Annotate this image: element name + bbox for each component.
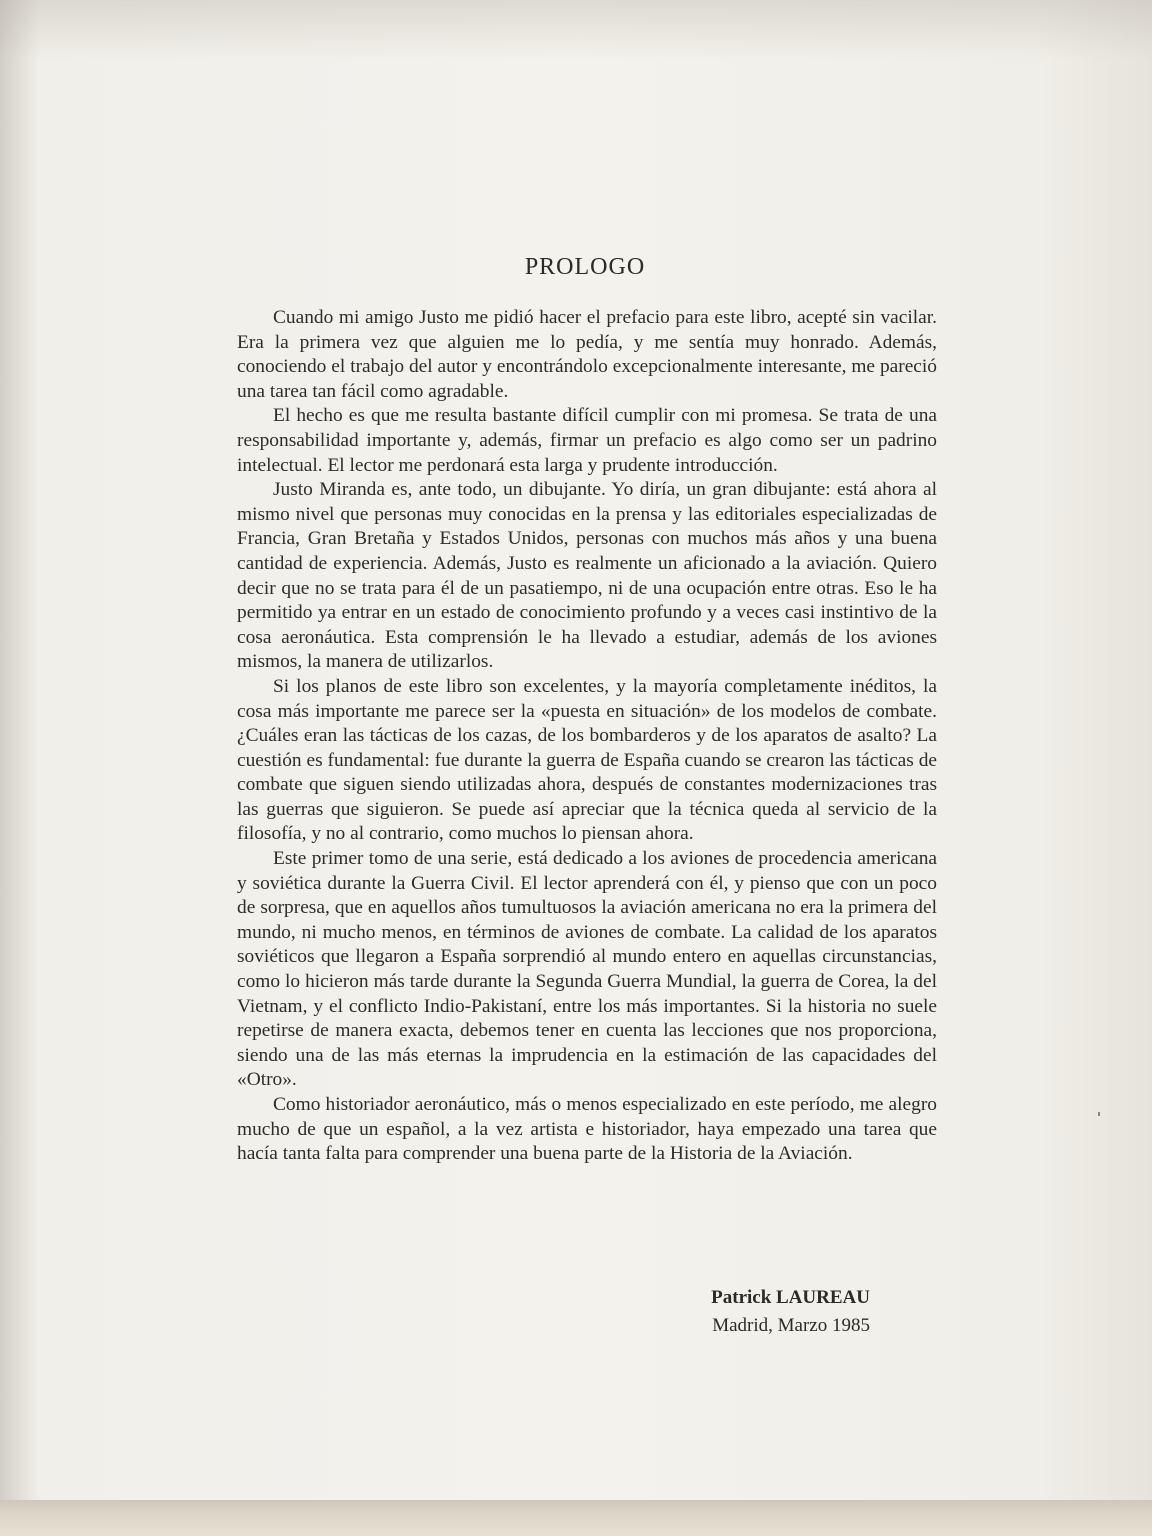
page-speck: [1098, 1112, 1100, 1116]
paragraph: El hecho es que me resulta bastante difícil cumplir con mi promesa. Se trata de una responsabilidad importante y, además, firmar un prefacio es algo como ser un padrino intelectual. El lector me perdonará esta larga y prudente introducción.: [237, 405, 937, 476]
paragraph: Este primer tomo de una serie, está dedicado a los aviones de procedencia americana y soviética durante la Guerra Civil. El lector aprenderá con él, y pienso que con un poco de sorpresa, que en aquellos años tumultuosos la aviación americana no era la primera del mundo, ni mucho menos, en términos de aviones de combate. La calidad de los aparatos soviéticos que llegaron a España sorprendió al mundo entero en aquellas circunstancias, como lo hicieron más tarde durante la Segunda Guerra Mundial, la guerra de Corea, la del Vietnam, y el conflicto Indio-Pakistaní, entre los más importantes. Si la historia no suele repetirse de manera exacta, debemos tener en cuenta las lecciones que nos proporciona, siendo una de las más eternas la imprudencia en la estimación de las capacidades del «Otro».: [237, 848, 937, 1091]
page-edge: [0, 1500, 1152, 1536]
page-title: PROLOGO: [524, 254, 646, 280]
paragraph: Cuando mi amigo Justo me pidió hacer el prefacio para este libro, acepté sin vacilar. Era la primera vez que alguien me lo pedía, y me sentía muy honrado. Además, conociendo el trabajo del autor y encontrándolo excepcionalmente interesante, me pareció una tarea tan fácil como agradable.: [237, 307, 937, 402]
page-shadow: [0, 0, 1152, 60]
paragraph: Como historiador aeronáutico, más o menos especializado en este período, me alegro mucho de que un español, a la vez artista e historiador, haya empezado una tarea que hacía tanta falta para comprender una buena parte de la Historia de la Aviación.: [237, 1094, 937, 1165]
prologue-body: [237, 306, 937, 1167]
paragraph: Justo Miranda es, ante todo, un dibujante. Yo diría, un gran dibujante: está ahora al mismo nivel que personas muy conocidas en la prensa y las editoriales especializadas de Francia, Gran Bretaña y Estados Unidos, personas con muchos más años y una buena cantidad de experiencia. Además, Justo es realmente un aficionado a la aviación. Quiero decir que no se trata para él de un pasatiempo, ni de una ocupación entre otras. Eso le ha permitido ya entrar en un estado de conocimiento profundo y a veces casi instintivo de la cosa aeronáutica. Esta comprensión le ha llevado a estudiar, además de los aviones mismos, la manera de utilizarlos.: [237, 479, 937, 673]
spine-shadow: [0, 0, 40, 1500]
signature-block: [620, 1284, 870, 1340]
place-date: Madrid, Marzo 1985: [712, 1315, 870, 1336]
paragraph: Si los planos de este libro son excelentes, y la mayoría completamente inéditos, la cosa más importante me parece ser la «puesta en situación» de los modelos de combate. ¿Cuáles eran las tácticas de los cazas, de los bombarderos y de los aparatos de asalto? La cuestión es fundamental: fue durante la guerra de España cuando se crearon las tácticas de combate que siguen siendo utilizadas ahora, después de constantes modernizaciones tras las guerras que siguieron. Se puede así apreciar que la técnica queda al servicio de la filosofía, y no al contrario, como muchos lo piensan ahora.: [237, 675, 937, 845]
author-name: Patrick LAUREAU: [711, 1287, 870, 1308]
